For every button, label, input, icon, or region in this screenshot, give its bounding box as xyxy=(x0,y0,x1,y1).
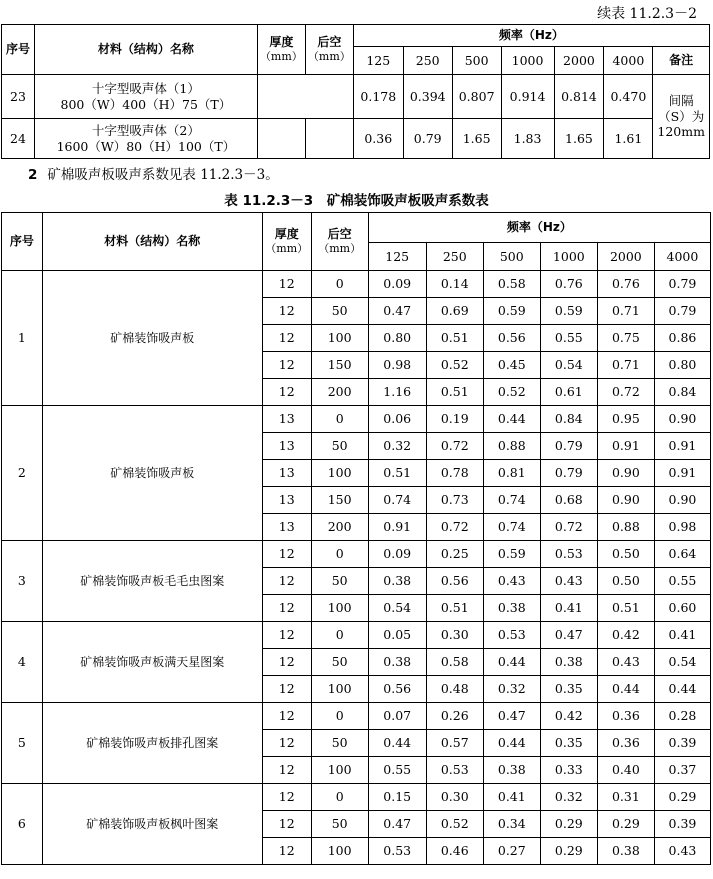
gap-cell: 200 xyxy=(311,514,368,541)
gap-cell: 100 xyxy=(311,676,368,703)
value-cell: 0.56 xyxy=(368,676,426,703)
header-no: 序号 xyxy=(2,213,43,271)
value-cell: 0.72 xyxy=(426,514,483,541)
value-cell: 0.51 xyxy=(426,325,483,352)
value-cell: 0.25 xyxy=(426,541,483,568)
thickness-cell: 12 xyxy=(262,352,311,379)
material-name: 十字型吸声体（2） xyxy=(91,122,200,138)
value-cell: 0.61 xyxy=(540,379,597,406)
header-gap xyxy=(311,213,368,271)
value-cell: 0.79 xyxy=(654,271,710,298)
value-cell: 0.50 xyxy=(597,541,654,568)
value-cell: 0.74 xyxy=(368,487,426,514)
thickness-cell: 12 xyxy=(262,325,311,352)
value-cell: 0.88 xyxy=(483,433,540,460)
value-cell: 0.29 xyxy=(540,811,597,838)
value-cell: 0.37 xyxy=(654,757,710,784)
value-cell: 0.47 xyxy=(483,703,540,730)
value-cell: 0.79 xyxy=(403,119,452,159)
value-cell: 0.90 xyxy=(597,487,654,514)
group-material: 矿棉装饰吸声板枫叶图案 xyxy=(42,784,262,865)
thickness-cell: 12 xyxy=(262,568,311,595)
value-cell: 0.84 xyxy=(540,406,597,433)
value-cell: 0.91 xyxy=(597,433,654,460)
value-cell: 0.29 xyxy=(597,811,654,838)
header-thickness-unit: （mm） xyxy=(265,242,309,256)
group-material: 矿棉装饰吸声板排孔图案 xyxy=(42,703,262,784)
row-gap xyxy=(305,119,353,159)
thickness-cell: 12 xyxy=(262,757,311,784)
value-cell: 0.43 xyxy=(483,568,540,595)
thickness-cell: 12 xyxy=(262,811,311,838)
value-cell: 0.59 xyxy=(540,298,597,325)
header-gap xyxy=(305,25,353,75)
value-cell: 0.54 xyxy=(540,352,597,379)
value-cell: 0.41 xyxy=(540,595,597,622)
gap-cell: 50 xyxy=(311,298,368,325)
value-cell: 0.28 xyxy=(654,703,710,730)
header-thickness xyxy=(262,213,311,271)
value-cell: 0.41 xyxy=(483,784,540,811)
value-cell: 0.42 xyxy=(597,622,654,649)
value-cell: 0.19 xyxy=(426,406,483,433)
value-cell: 0.91 xyxy=(654,433,710,460)
value-cell: 0.38 xyxy=(597,838,654,865)
value-cell: 0.30 xyxy=(426,784,483,811)
value-cell: 0.52 xyxy=(426,811,483,838)
value-cell: 0.38 xyxy=(540,649,597,676)
thickness-cell: 12 xyxy=(262,676,311,703)
gap-cell: 100 xyxy=(311,460,368,487)
gap-cell: 50 xyxy=(311,811,368,838)
header-gap-unit: （mm） xyxy=(318,242,362,256)
value-cell: 0.29 xyxy=(654,784,710,811)
group-no: 1 xyxy=(2,271,43,406)
value-cell: 0.07 xyxy=(368,703,426,730)
value-cell: 0.40 xyxy=(597,757,654,784)
value-cell: 0.72 xyxy=(426,433,483,460)
value-cell: 0.76 xyxy=(540,271,597,298)
value-cell: 0.06 xyxy=(368,406,426,433)
thickness-cell: 13 xyxy=(262,406,311,433)
gap-cell: 0 xyxy=(311,406,368,433)
value-cell: 0.44 xyxy=(368,730,426,757)
group-material: 矿棉装饰吸声板 xyxy=(42,406,262,541)
gap-cell: 50 xyxy=(311,568,368,595)
value-cell: 1.65 xyxy=(452,119,501,159)
continuation-label: 续表 11.2.3－2 xyxy=(597,6,697,22)
gap-cell: 50 xyxy=(311,649,368,676)
value-cell: 0.34 xyxy=(483,811,540,838)
value-cell: 0.57 xyxy=(426,730,483,757)
material-spec: 800（W）400（H）75（T） xyxy=(60,96,232,112)
gap-cell: 100 xyxy=(311,595,368,622)
value-cell: 0.88 xyxy=(597,514,654,541)
header-frequency: 频率（Hz） xyxy=(368,213,710,243)
value-cell: 0.90 xyxy=(597,460,654,487)
value-cell: 0.53 xyxy=(483,622,540,649)
value-cell: 0.95 xyxy=(597,406,654,433)
value-cell: 0.52 xyxy=(426,352,483,379)
value-cell: 0.47 xyxy=(368,811,426,838)
gap-cell: 0 xyxy=(311,703,368,730)
value-cell: 0.35 xyxy=(540,730,597,757)
freq-header: 500 xyxy=(483,243,540,271)
value-cell: 0.32 xyxy=(540,784,597,811)
value-cell: 0.39 xyxy=(654,730,710,757)
header-no: 序号 xyxy=(2,25,35,75)
value-cell: 0.54 xyxy=(368,595,426,622)
value-cell: 0.91 xyxy=(368,514,426,541)
table-row xyxy=(2,75,710,119)
value-cell: 0.86 xyxy=(654,325,710,352)
header-gap-unit: （mm） xyxy=(307,50,351,64)
value-cell: 0.29 xyxy=(540,838,597,865)
table-row xyxy=(2,119,710,159)
value-cell: 0.814 xyxy=(554,75,604,119)
table-row xyxy=(2,271,711,298)
value-cell: 0.36 xyxy=(597,703,654,730)
header-thickness-label: 厚度 xyxy=(274,227,299,242)
value-cell: 0.80 xyxy=(654,352,710,379)
row-no: 24 xyxy=(2,119,35,159)
value-cell: 0.80 xyxy=(368,325,426,352)
value-cell: 0.36 xyxy=(597,730,654,757)
value-cell: 0.30 xyxy=(426,622,483,649)
row-thickness xyxy=(257,119,305,159)
value-cell: 0.73 xyxy=(426,487,483,514)
note-text: 矿棉吸声板吸声系数见表 11.2.3－3。 xyxy=(47,167,279,183)
freq-header: 1000 xyxy=(501,47,554,75)
value-cell: 0.47 xyxy=(368,298,426,325)
value-cell: 0.79 xyxy=(654,298,710,325)
value-cell: 0.45 xyxy=(483,352,540,379)
value-cell: 0.42 xyxy=(540,703,597,730)
value-cell: 0.27 xyxy=(483,838,540,865)
table-caption: 表 11.2.3－3 矿棉装饰吸声板吸声系数表 xyxy=(224,193,489,209)
header-frequency: 频率（Hz） xyxy=(353,25,709,47)
value-cell: 0.48 xyxy=(426,676,483,703)
freq-header: 500 xyxy=(452,47,501,75)
value-cell: 0.38 xyxy=(483,595,540,622)
thickness-cell: 12 xyxy=(262,298,311,325)
group-no: 6 xyxy=(2,784,43,865)
thickness-cell: 12 xyxy=(262,379,311,406)
material-spec: 1600（W）80（H）100（T） xyxy=(56,138,236,154)
freq-header: 250 xyxy=(403,47,452,75)
value-cell: 0.71 xyxy=(597,352,654,379)
gap-cell: 50 xyxy=(311,730,368,757)
thickness-cell: 13 xyxy=(262,487,311,514)
value-cell: 0.91 xyxy=(654,460,710,487)
value-cell: 0.05 xyxy=(368,622,426,649)
value-cell: 0.15 xyxy=(368,784,426,811)
table-row xyxy=(2,784,711,811)
header-remark: 备注 xyxy=(653,47,710,75)
value-cell: 0.35 xyxy=(540,676,597,703)
header-material: 材料（结构）名称 xyxy=(42,213,262,271)
thickness-cell: 13 xyxy=(262,514,311,541)
gap-cell: 0 xyxy=(311,541,368,568)
row-thickness-gap xyxy=(257,75,353,119)
value-cell: 0.52 xyxy=(483,379,540,406)
row-material xyxy=(34,75,257,119)
value-cell: 0.98 xyxy=(654,514,710,541)
freq-header: 125 xyxy=(353,47,403,75)
table-row xyxy=(2,541,711,568)
value-cell: 0.59 xyxy=(483,298,540,325)
freq-header: 4000 xyxy=(654,243,710,271)
gap-cell: 50 xyxy=(311,433,368,460)
freq-header: 125 xyxy=(368,243,426,271)
value-cell: 0.50 xyxy=(597,568,654,595)
value-cell: 1.16 xyxy=(368,379,426,406)
gap-cell: 0 xyxy=(311,622,368,649)
value-cell: 0.69 xyxy=(426,298,483,325)
freq-header: 2000 xyxy=(597,243,654,271)
value-cell: 0.09 xyxy=(368,541,426,568)
freq-header: 4000 xyxy=(604,47,653,75)
value-cell: 0.79 xyxy=(540,433,597,460)
value-cell: 0.54 xyxy=(654,649,710,676)
row-no: 23 xyxy=(2,75,35,119)
remark-cell: 间隔（S）为 120mm xyxy=(653,75,710,159)
value-cell: 0.71 xyxy=(597,298,654,325)
value-cell: 0.26 xyxy=(426,703,483,730)
group-material: 矿棉装饰吸声板满天星图案 xyxy=(42,622,262,703)
value-cell: 0.914 xyxy=(501,75,554,119)
gap-cell: 100 xyxy=(311,838,368,865)
gap-cell: 100 xyxy=(311,325,368,352)
value-cell: 0.56 xyxy=(426,568,483,595)
value-cell: 0.394 xyxy=(403,75,452,119)
note-number: 2 xyxy=(28,167,38,183)
value-cell: 0.78 xyxy=(426,460,483,487)
freq-header: 1000 xyxy=(540,243,597,271)
value-cell: 0.470 xyxy=(604,75,653,119)
value-cell: 0.75 xyxy=(597,325,654,352)
value-cell: 0.39 xyxy=(654,811,710,838)
thickness-cell: 12 xyxy=(262,622,311,649)
value-cell: 0.74 xyxy=(483,487,540,514)
value-cell: 0.90 xyxy=(654,487,710,514)
gap-cell: 0 xyxy=(311,271,368,298)
table-row xyxy=(2,703,711,730)
gap-cell: 100 xyxy=(311,757,368,784)
value-cell: 0.44 xyxy=(483,406,540,433)
thickness-cell: 13 xyxy=(262,460,311,487)
value-cell: 0.53 xyxy=(540,541,597,568)
thickness-cell: 12 xyxy=(262,703,311,730)
header-thickness-label: 厚度 xyxy=(269,35,294,50)
value-cell: 0.44 xyxy=(483,649,540,676)
value-cell: 0.55 xyxy=(540,325,597,352)
value-cell: 0.09 xyxy=(368,271,426,298)
gap-cell: 150 xyxy=(311,352,368,379)
group-no: 5 xyxy=(2,703,43,784)
value-cell: 0.178 xyxy=(353,75,403,119)
header-thickness xyxy=(257,25,305,75)
thickness-cell: 12 xyxy=(262,541,311,568)
value-cell: 0.72 xyxy=(540,514,597,541)
value-cell: 0.76 xyxy=(597,271,654,298)
value-cell: 0.38 xyxy=(368,568,426,595)
freq-header: 250 xyxy=(426,243,483,271)
header-gap-label: 后空 xyxy=(327,227,352,242)
value-cell: 0.51 xyxy=(426,595,483,622)
value-cell: 0.33 xyxy=(540,757,597,784)
value-cell: 0.55 xyxy=(368,757,426,784)
value-cell: 0.47 xyxy=(540,622,597,649)
value-cell: 0.51 xyxy=(426,379,483,406)
thickness-cell: 12 xyxy=(262,730,311,757)
header-thickness-unit: （mm） xyxy=(259,50,303,64)
value-cell: 0.53 xyxy=(426,757,483,784)
value-cell: 0.84 xyxy=(654,379,710,406)
table-11-2-3-2-continued xyxy=(1,24,710,159)
table-row xyxy=(2,622,711,649)
header-gap-label: 后空 xyxy=(317,35,342,50)
value-cell: 0.58 xyxy=(426,649,483,676)
value-cell: 0.31 xyxy=(597,784,654,811)
value-cell: 0.43 xyxy=(597,649,654,676)
material-name: 十字型吸声体（1） xyxy=(91,80,200,96)
value-cell: 1.65 xyxy=(554,119,604,159)
value-cell: 0.81 xyxy=(483,460,540,487)
value-cell: 0.44 xyxy=(597,676,654,703)
freq-header: 2000 xyxy=(554,47,604,75)
value-cell: 0.64 xyxy=(654,541,710,568)
thickness-cell: 12 xyxy=(262,649,311,676)
table-row xyxy=(2,406,711,433)
value-cell: 0.60 xyxy=(654,595,710,622)
group-material: 矿棉装饰吸声板毛毛虫图案 xyxy=(42,541,262,622)
value-cell: 0.36 xyxy=(353,119,403,159)
value-cell: 0.51 xyxy=(597,595,654,622)
value-cell: 0.41 xyxy=(654,622,710,649)
value-cell: 1.83 xyxy=(501,119,554,159)
value-cell: 0.79 xyxy=(540,460,597,487)
value-cell: 0.74 xyxy=(483,514,540,541)
value-cell: 0.72 xyxy=(597,379,654,406)
value-cell: 0.807 xyxy=(452,75,501,119)
value-cell: 0.98 xyxy=(368,352,426,379)
note-paragraph xyxy=(28,163,279,183)
table-11-2-3-3 xyxy=(1,212,711,865)
value-cell: 0.14 xyxy=(426,271,483,298)
thickness-cell: 12 xyxy=(262,595,311,622)
thickness-cell: 12 xyxy=(262,271,311,298)
gap-cell: 150 xyxy=(311,487,368,514)
thickness-cell: 12 xyxy=(262,784,311,811)
value-cell: 0.53 xyxy=(368,838,426,865)
value-cell: 0.51 xyxy=(368,460,426,487)
value-cell: 0.43 xyxy=(654,838,710,865)
gap-cell: 200 xyxy=(311,379,368,406)
value-cell: 0.44 xyxy=(483,730,540,757)
value-cell: 0.56 xyxy=(483,325,540,352)
group-no: 2 xyxy=(2,406,43,541)
value-cell: 0.43 xyxy=(540,568,597,595)
group-material: 矿棉装饰吸声板 xyxy=(42,271,262,406)
value-cell: 0.55 xyxy=(654,568,710,595)
group-no: 3 xyxy=(2,541,43,622)
value-cell: 0.90 xyxy=(654,406,710,433)
value-cell: 1.61 xyxy=(604,119,653,159)
group-no: 4 xyxy=(2,622,43,703)
value-cell: 0.58 xyxy=(483,271,540,298)
value-cell: 0.38 xyxy=(483,757,540,784)
value-cell: 0.38 xyxy=(368,649,426,676)
header-material: 材料（结构）名称 xyxy=(34,25,257,75)
value-cell: 0.32 xyxy=(368,433,426,460)
thickness-cell: 12 xyxy=(262,838,311,865)
value-cell: 0.44 xyxy=(654,676,710,703)
value-cell: 0.59 xyxy=(483,541,540,568)
value-cell: 0.32 xyxy=(483,676,540,703)
row-material xyxy=(34,119,257,159)
gap-cell: 0 xyxy=(311,784,368,811)
value-cell: 0.68 xyxy=(540,487,597,514)
value-cell: 0.46 xyxy=(426,838,483,865)
thickness-cell: 13 xyxy=(262,433,311,460)
